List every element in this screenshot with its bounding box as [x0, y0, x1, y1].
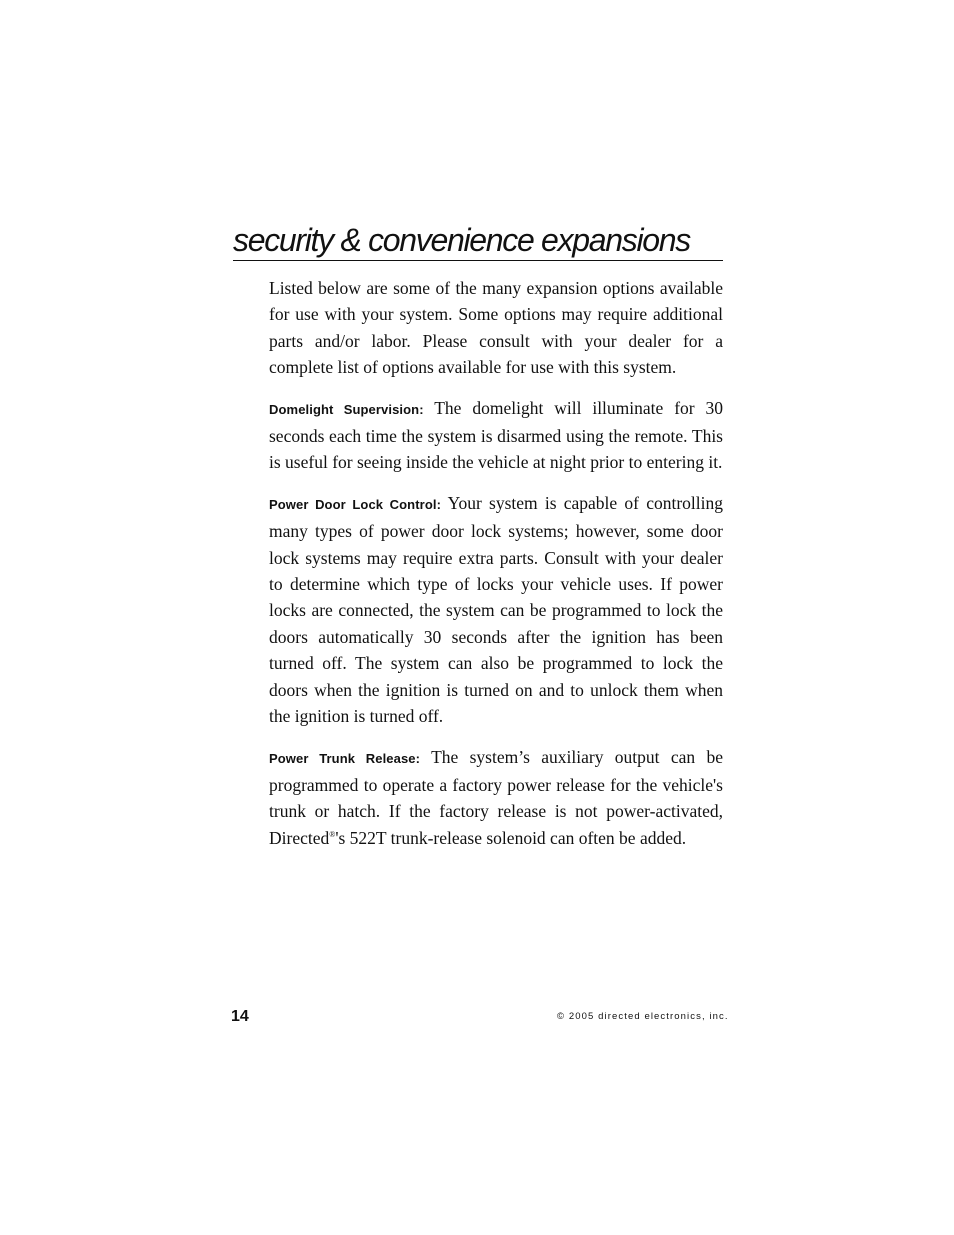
section-power-door-lock-control: [269, 490, 723, 730]
intro-paragraph: Listed below are some of the many expansion options available for use with your system. Some options may require additional parts and/or labor. Please consult with your dealer for a complete list of options available for use with this system.: [269, 278, 723, 378]
section-text: The domelight will illuminate for 30 seconds each time the system is disarmed using the remote. This is useful for seeing inside the vehicle at night prior to entering it.: [269, 397, 724, 473]
page-title: security & convenience expansions: [233, 220, 723, 261]
section-heading: Power Trunk Release:: [269, 750, 421, 766]
page-number: 14: [231, 1008, 249, 1025]
section-power-trunk-release: [269, 744, 723, 852]
registered-mark: ®: [329, 829, 336, 839]
body-content: [269, 275, 723, 865]
section-domelight-supervision: [269, 395, 723, 476]
copyright-notice: © 2005 directed electronics, inc.: [557, 1011, 729, 1022]
section-text-continued: 's 522T trunk-release solenoid can often be added.: [335, 827, 687, 848]
section-text: Your system is capable of controlling many types of power door lock systems; however, some door lock systems may require extra parts. Consult with your dealer to determine which type of locks your vehicle uses. If power locks are connected, the system can be programmed to lock the doors automatically 30 seconds after the ignition has been turned off. The system can also be programmed to lock the doors when the ignition is turned on and to unlock them when the ignition is turned off.: [269, 492, 723, 727]
section-heading: Power Door Lock Control:: [269, 496, 441, 512]
section-text: The system’s auxiliary output can be programmed to operate a factory power release for the vehicle's trunk or hatch. If the factory release is not power-activated, Directed: [269, 746, 723, 848]
section-heading: Domelight Supervision:: [269, 401, 424, 417]
